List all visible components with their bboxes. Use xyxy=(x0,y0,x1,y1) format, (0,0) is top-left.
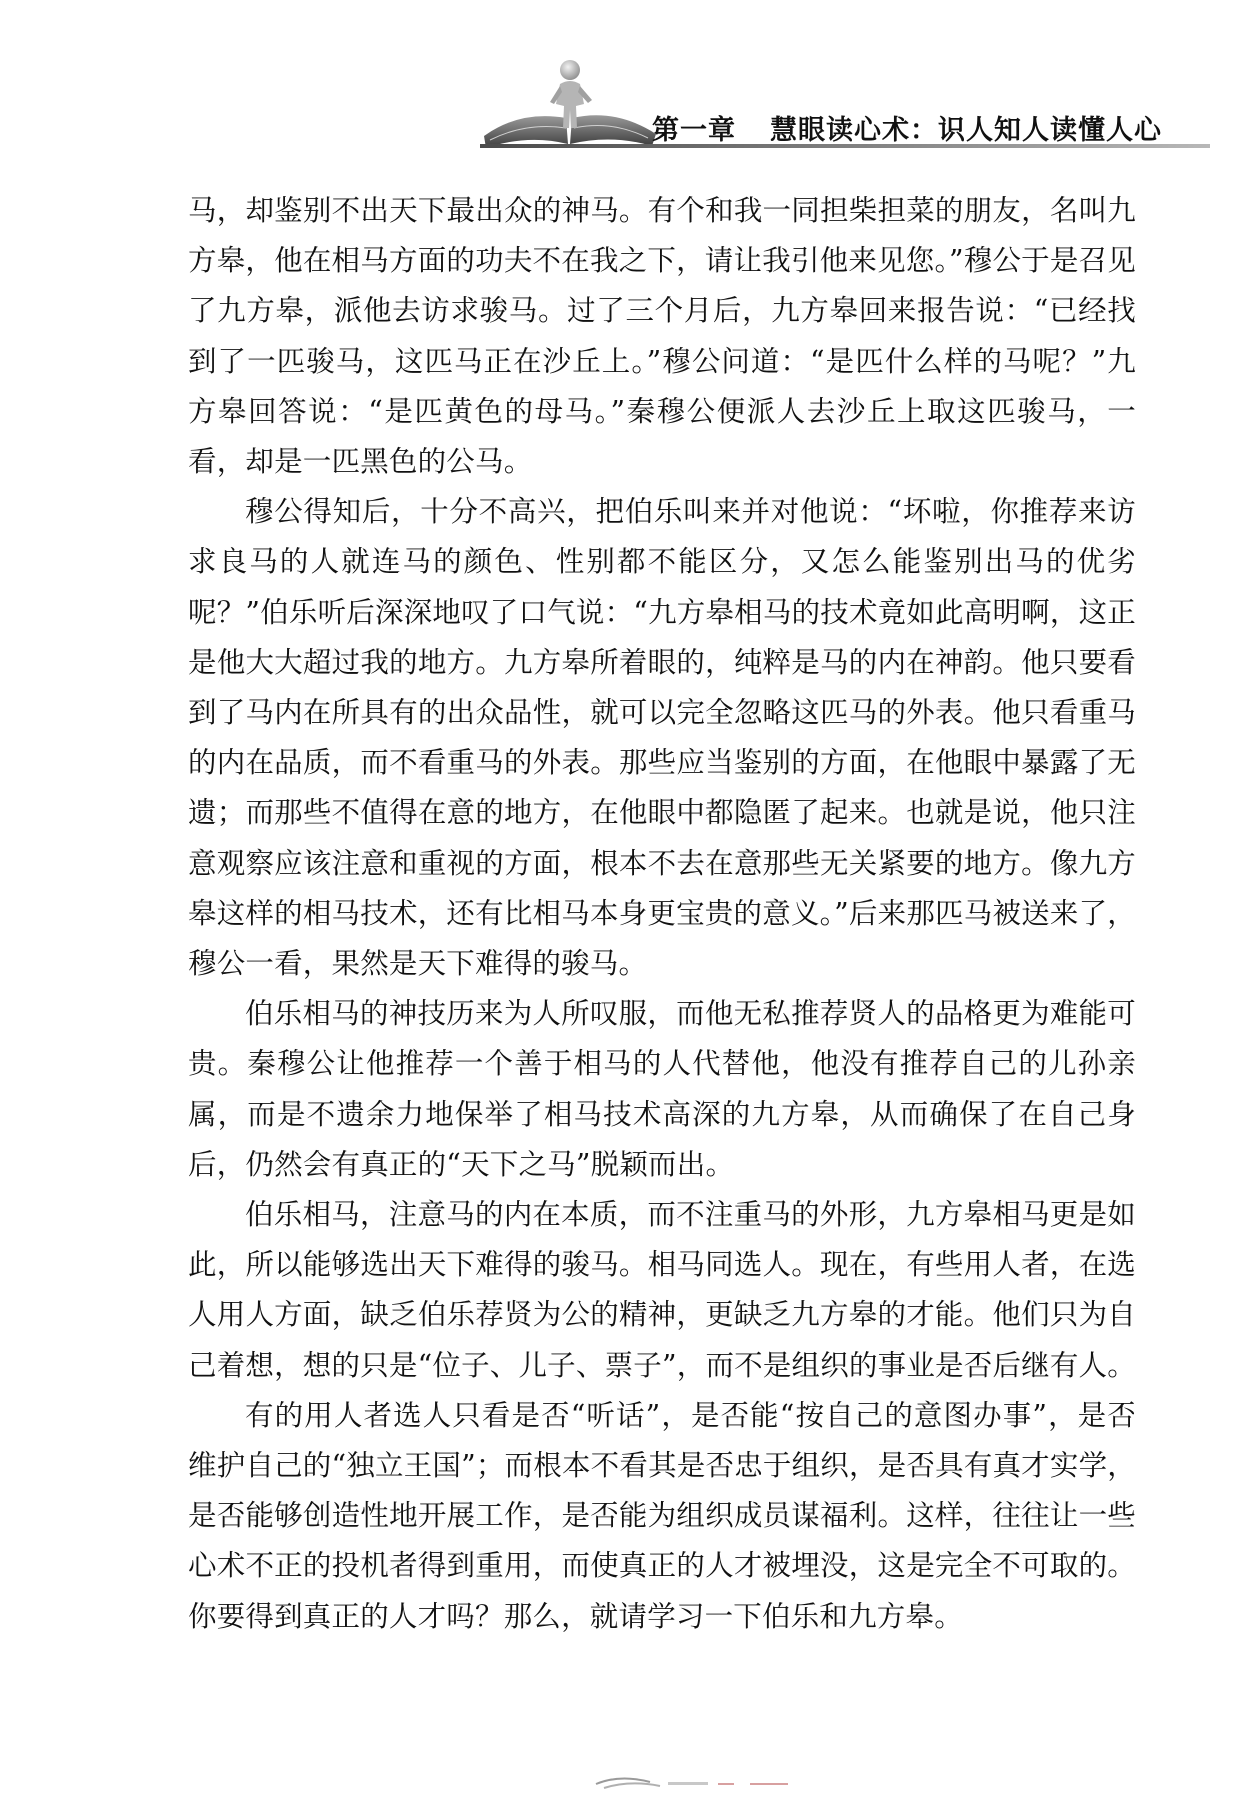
chapter-heading xyxy=(652,108,1162,147)
paragraph: 伯乐相马，注意马的内在本质，而不注重马的外形，九方皋相马更是如此，所以能够选出天下难得的骏马。相马同选人。现在，有些用人者，在选人用人方面，缺乏伯乐荐贤为公的精神，更缺乏九方皋的才能。他们只为自己着想，想的只是“位子、儿子、票子”，而不是组织的事业是否后继有人。 xyxy=(188,1198,1136,1382)
paragraph: 穆公得知后，十分不高兴，把伯乐叫来并对他说：“坏啦，你推荐来访求良马的人就连马的颜色、性别都不能区分，又怎么能鉴别出马的优劣呢？”伯乐听后深深地叹了口气说：“九方皋相马的技术竟如此高明啊，这正是他大大超过我的地方。九方皋所着眼的，纯粹是马的内在神韵。他只要看到了马内在所具有的出众品性，就可以完全忽略这匹马的外表。他只看重马的内在品质，而不看重马的外表。那些应当鉴别的方面，在他眼中暴露了无遗；而那些不值得在意的地方，在他眼中都隐匿了起来。也就是说，他只注意观察应该注意和重视的方面，根本不去在意那些无关紧要的地方。像九方皋这样的相马技术，还有比相马本身更宝贵的意义。”后来那匹马被送来了，穆公一看，果然是天下难得的骏马。 xyxy=(188,495,1136,981)
page-number-ornament-icon xyxy=(590,1772,810,1792)
paragraph: 马，却鉴别不出天下最出众的神马。有个和我一同担柴担菜的朋友，名叫九方皋，他在相马方面的功夫不在我之下，请让我引他来见您。”穆公于是召见了九方皋，派他去访求骏马。过了三个月后，九方皋回来报告说：“已经找到了一匹骏马，这匹马正在沙丘上。”穆公问道：“是匹什么样的马呢？”九方皋回答说：“是匹黄色的母马。”秦穆公便派人去沙丘上取这匹骏马，一看，却是一匹黑色的公马。 xyxy=(188,194,1136,479)
chapter-title: 慧眼读心术：识人知人读懂人心 xyxy=(770,115,1162,146)
paragraph: 伯乐相马的神技历来为人所叹服，而他无私推荐贤人的品格更为难能可贵。秦穆公让他推荐一个善于相马的人代替他，他没有推荐自己的儿孙亲属，而是不遗余力地保举了相马技术高深的九方皋，从而确保了在自己身后，仍然会有真正的“天下之马”脱颖而出。 xyxy=(188,997,1136,1181)
body-text xyxy=(188,186,1136,1642)
page-header xyxy=(0,0,1250,160)
chapter-number: 第一章 xyxy=(652,115,736,146)
open-book-figure-icon xyxy=(480,58,660,150)
paragraph: 有的用人者选人只看是否“听话”，是否能“按自己的意图办事”，是否维护自己的“独立王国”；而根本不看其是否忠于组织，是否具有真才实学，是否能够创造性地开展工作，是否能为组织成员谋福利。这样，往往让一些心术不正的投机者得到重用，而使真正的人才被埋没，这是完全不可取的。你要得到真正的人才吗？那么，就请学习一下伯乐和九方皋。 xyxy=(188,1398,1136,1633)
